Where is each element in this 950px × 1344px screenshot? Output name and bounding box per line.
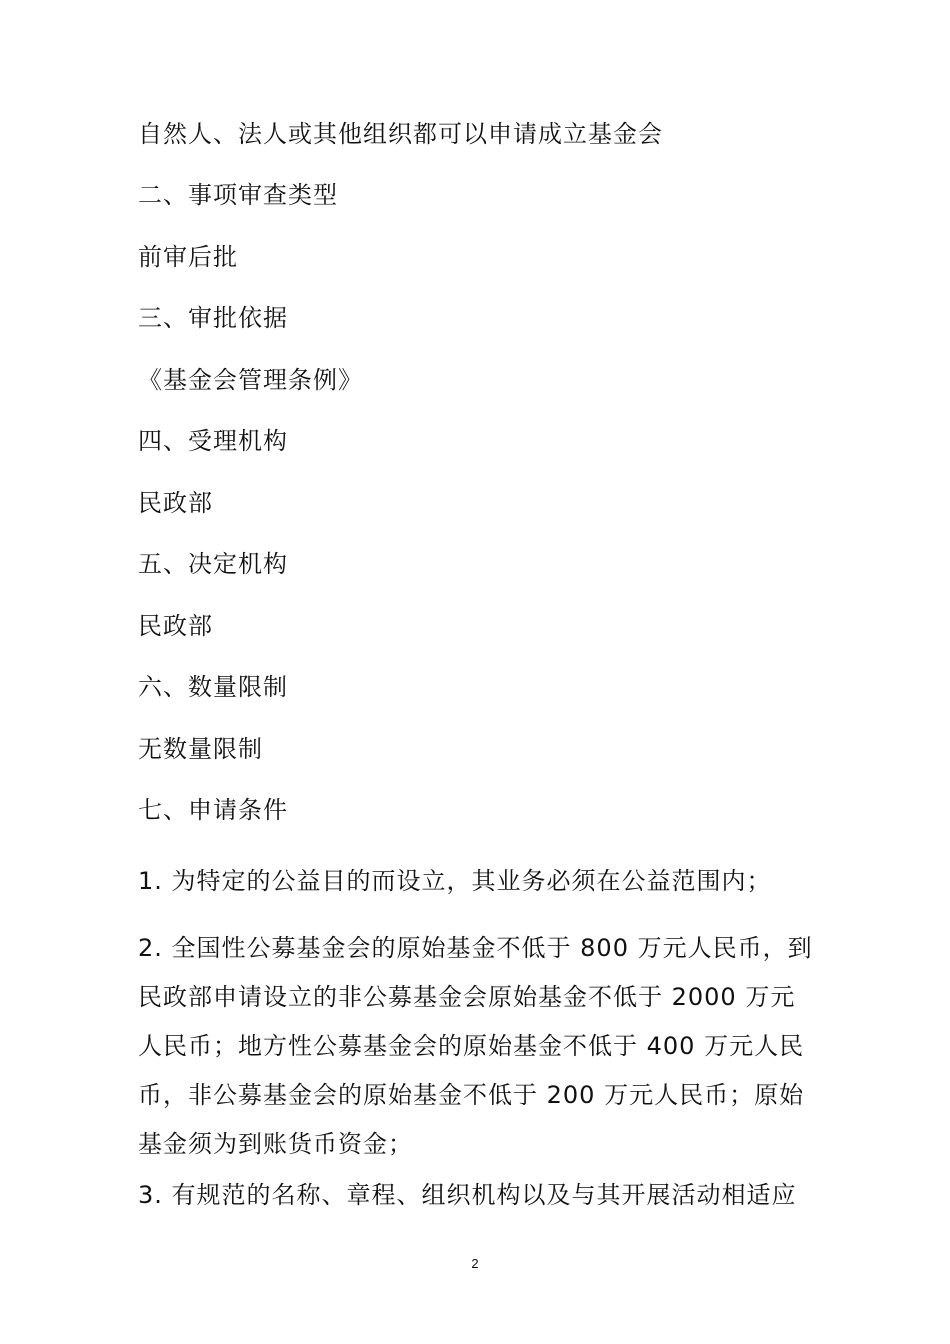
list-item: 3. 有规范的名称、章程、组织机构以及与其开展活动相适应 <box>138 1181 797 1209</box>
page-number: 2 <box>471 1256 479 1271</box>
text-line: 《基金会管理条例》 <box>138 366 363 394</box>
text-line: 无数量限制 <box>138 735 263 763</box>
section-heading: 四、受理机构 <box>138 427 288 455</box>
text-line: 前审后批 <box>138 243 238 271</box>
section-heading: 三、审批依据 <box>138 304 288 332</box>
list-item: 1. 为特定的公益目的而设立，其业务必须在公益范围内； <box>138 867 772 895</box>
section-heading: 六、数量限制 <box>138 673 288 701</box>
text-line: 民政部 <box>138 489 213 517</box>
text-line: 自然人、法人或其他组织都可以申请成立基金会 <box>138 120 663 148</box>
section-heading: 二、事项审查类型 <box>138 181 338 209</box>
list-item: 2. 全国性公募基金会的原始基金不低于 800 万元人民币，到民政部申请设立的非公募基金会原始基金不低于 2000 万元人民币；地方性公募基金会的原始基金不低于 400 万元人民币，非公募基金会的原始基金不低于 200 万元人民币；原始基金须为到账货币资金； <box>138 934 813 1158</box>
text-line: 民政部 <box>138 612 213 640</box>
section-heading: 五、决定机构 <box>138 550 288 578</box>
section-heading: 七、申请条件 <box>138 796 288 824</box>
